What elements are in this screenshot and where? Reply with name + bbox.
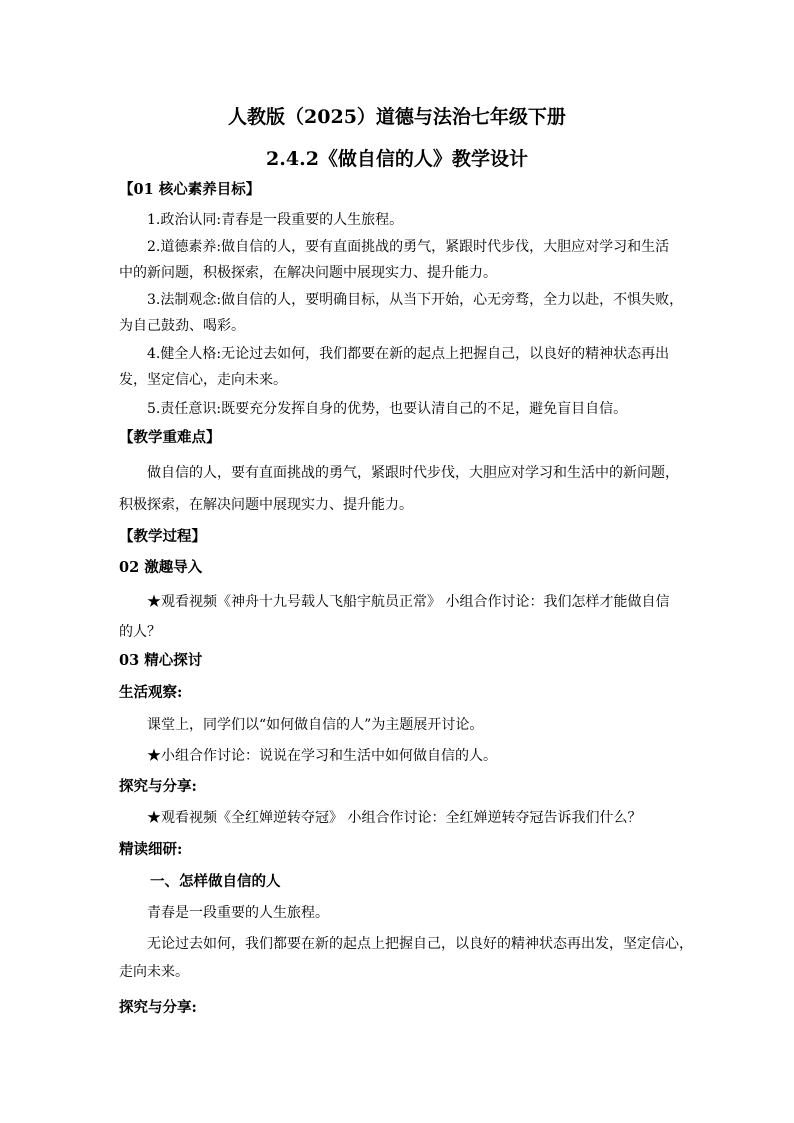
- goal-item-3: [119, 290, 684, 336]
- step-heading-03: 03 精心探讨: [119, 652, 203, 669]
- close-reading-paragraph-2: 无论过去如何，我们都要在新的起点上把握自己，以良好的精神状态再出发，坚定信心， 走向未来。: [119, 936, 693, 980]
- step-02-line: 的人？: [119, 624, 161, 640]
- close-reading-heading: 精读细研:: [119, 841, 183, 858]
- goal-item-4: [119, 344, 679, 390]
- goal-line: 中的新问题，积极探索，在解决问题中展现实力、提升能力。: [119, 265, 497, 281]
- key-points-paragraph: [119, 463, 679, 515]
- life-observation-line-2: ★小组合作讨论：说说在学习和生活中如何做自信的人。: [147, 748, 497, 764]
- close-reading-subheading: 一、怎样做自信的人: [150, 873, 281, 890]
- goal-line: 3.法制观念:做自信的人，要明确目标，从当下开始，心无旁骛，全力以赴，不惧失败，: [147, 292, 684, 308]
- key-points-line: 做自信的人，要有直面挑战的勇气，紧跟时代步伐，大胆应对学习和生活中的新问题，: [147, 465, 679, 481]
- goal-line: 为自己鼓劲、喝彩。: [119, 318, 245, 334]
- goal-item-1: [119, 210, 679, 230]
- goal-line: 4.健全人格:无论过去如何，我们都要在新的起点上把握自己，以良好的精神状态再出: [147, 346, 670, 362]
- goal-item-2: [119, 237, 679, 283]
- document-title: 人教版（2025）道德与法治七年级下册: [228, 106, 566, 128]
- life-observation-heading: 生活观察:: [119, 684, 183, 701]
- explore-share-heading-2: 探究与分享:: [119, 999, 197, 1016]
- section-heading-process: 【教学过程】: [119, 528, 206, 545]
- close-reading-line-1: 青春是一段重要的人生旅程。: [147, 905, 329, 921]
- explore-share-heading-1: 探究与分享:: [119, 778, 197, 795]
- life-observation-line-1: 课堂上，同学们以“如何做自信的人”为主题展开讨论。: [147, 717, 484, 733]
- step-heading-02: 02 激趣导入: [119, 559, 203, 576]
- goal-line: 发，坚定信心，走向未来。: [119, 372, 287, 388]
- goal-item-5: [119, 399, 679, 419]
- goal-line: 2.道德素养:做自信的人，要有直面挑战的勇气，紧跟时代步伐，大胆应对学习和生活: [147, 239, 670, 255]
- step-02-line: ★观看视频《神舟十九号载人飞船宇航员正常》 小组合作讨论：我们怎样才能做自信: [147, 594, 670, 610]
- explore-share-line-1: ★观看视频《全红婵逆转夺冠》 小组合作讨论：全红婵逆转夺冠告诉我们什么？: [147, 810, 642, 826]
- section-heading-goals: 【01 核心素养目标】: [119, 181, 261, 198]
- section-heading-key-points: 【教学重难点】: [119, 429, 221, 446]
- document-subtitle: 2.4.2《做自信的人》教学设计: [266, 148, 528, 170]
- goal-line: 1.政治认同:青春是一段重要的人生旅程。: [147, 212, 404, 228]
- key-points-line: 积极探索，在解决问题中展现实力、提升能力。: [119, 497, 413, 513]
- step-02-paragraph: [119, 592, 679, 642]
- goal-line: 5.责任意识:既要充分发挥自身的优势，也要认清自己的不足，避免盲目自信。: [147, 401, 628, 417]
